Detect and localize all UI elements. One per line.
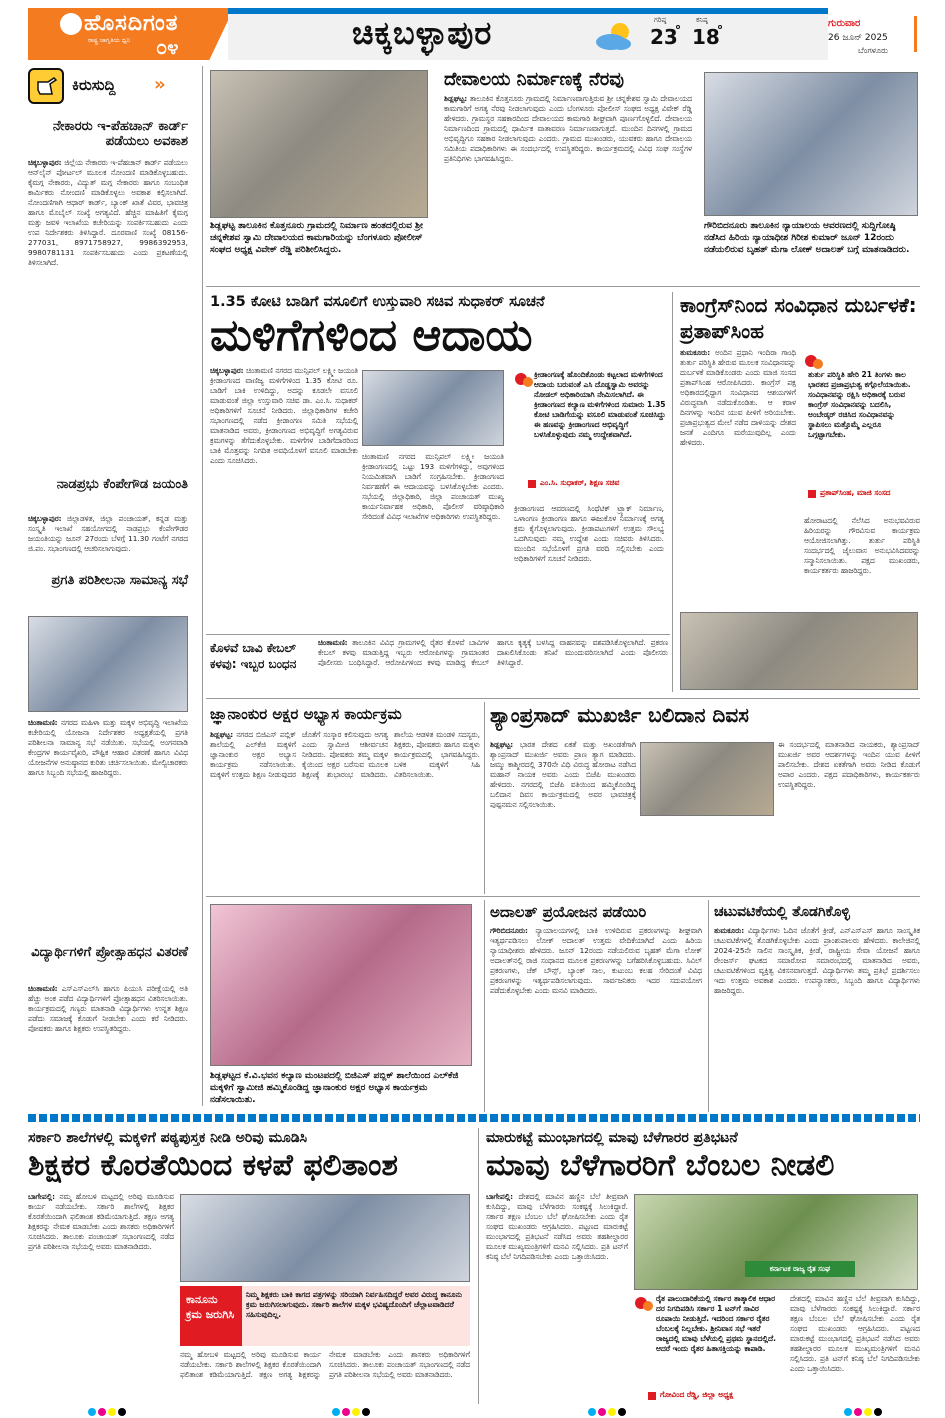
mango-quote-bar xyxy=(648,1392,656,1400)
column-divider xyxy=(484,900,485,1112)
masthead-date: 26 ಜೂನ್ 2025 xyxy=(828,33,888,43)
dateline: ಚಿಂತಾಮಣಿ: xyxy=(28,984,58,993)
article-text: ಭಾರತ ದೇಶದ ಏಕತೆ ಮತ್ತು ಅಖಂಡತೆಗಾಗಿ ಶ್ಯಾಂಪ್ರಸಾದ್ ಮುಖರ್ಜಿ ಅವರು ಪ್ರಾಣ ತ್ಯಾಗ ಮಾಡಿದರು. ಜಮ್ಮು ಕಾಶ್ಮೀರದಲ್ಲಿ 370ನೇ ವಿಧಿ ವಿರುದ್ಧ ಹೋರಾಟ ನಡೆಸಿದ ಮಹಾನ್ ನಾಯಕ ಅವರು ಎಂದು ಬಿಜೆಪಿ ಮುಖಂಡರು ಹೇಳಿದರು. ನಗರದಲ್ಲಿ ಬಿಜೆಪಿ ವತಿಯಿಂದ ಹಮ್ಮಿಕೊಂಡಿದ್ದ ಬಲಿದಾನ ದಿವಸ ಕಾರ್ಯಕ್ರಮದಲ್ಲಿ ಅವರ ಭಾವಚಿತ್ರಕ್ಕೆ ಪುಷ್ಪನಮನ ಸಲ್ಲಿಸಲಾಯಿತು. xyxy=(490,740,636,809)
masthead-right-rule xyxy=(914,16,917,52)
article-text: ಎಸ್‌ಎಸ್‌ಎಲ್‌ಸಿ ಹಾಗೂ ಪಿಯುಸಿ ಪರೀಕ್ಷೆಯಲ್ಲಿ ಅತಿ ಹೆಚ್ಚು ಅಂಕ ಪಡೆದ ವಿದ್ಯಾರ್ಥಿಗಳಿಗೆ ಪ್ರೋತ್ಸಾಹಧನ ವಿತರಿಸಲಾಯಿತು. ಕಾರ್ಯಕ್ರಮದಲ್ಲಿ ಗಣ್ಯರು ಮಾತನಾಡಿ ವಿದ್ಯಾರ್ಥಿಗಳು ಉನ್ನತ ಶಿಕ್ಷಣ ಪಡೆದು ಸಮಾಜಕ್ಕೆ ಕೊಡುಗೆ ನೀಡಬೇಕು ಎಂದು ಕರೆ ನೀಡಿದರು. ಪೋಷಕರು ಹಾಗೂ ಶಿಕ್ಷಕರು ಉಪಸ್ಥಿತರಿದ್ದರು. xyxy=(28,984,188,1033)
article-text: ನ್ಯಾಯಾಲಯಗಳಲ್ಲಿ ಬಾಕಿ ಉಳಿದಿರುವ ಪ್ರಕರಣಗಳನ್ನು ಶೀಘ್ರವಾಗಿ ಇತ್ಯರ್ಥಪಡಿಸಲು ಲೋಕ್ ಅದಾಲತ್ ಉತ್ತಮ ವೇದಿಕೆಯಾಗಿದೆ ಎಂದು ಹಿರಿಯ ನ್ಯಾಯಾಧೀಶರು ಹೇಳಿದರು. ಜೂನ್ 12ರಂದು ನಡೆಯಲಿರುವ ಬೃಹತ್ ಮೆಗಾ ಲೋಕ್ ಅದಾಲತ್‌ನಲ್ಲಿ ರಾಜಿ ಸಂಧಾನದ ಮೂಲಕ ಪ್ರಕರಣಗಳನ್ನು ಬಗೆಹರಿಸಿಕೊಳ್ಳಬಹುದು. ಸಿವಿಲ್ ಪ್ರಕರಣಗಳು, ಚೆಕ್ ಬೌನ್ಸ್, ಬ್ಯಾಂಕ್ ಸಾಲ, ಕುಟುಂಬ ಕಲಹ ಸೇರಿದಂತೆ ವಿವಿಧ ಪ್ರಕರಣಗಳನ್ನು ಇತ್ಯರ್ಥಪಡಿಸಲಾಗುವುದು. ಸಾರ್ವಜನಿಕರು ಇದರ ಸದುಪಯೋಗ ಪಡೆದುಕೊಳ್ಳಬೇಕು ಎಂದು ಮನವಿ ಮಾಡಿದರು. xyxy=(490,926,702,995)
borewell-headline: ಕೊಳವೆ ಬಾವಿ ಕೇಬಲ್ ಕಳವು: ಇಬ್ಬರ ಬಂಧನ xyxy=(210,641,297,671)
color-registration-marks xyxy=(88,1408,128,1416)
article-text: ಚಿಂತಾಮಣಿ ನಗರದ ಮುನ್ಸಿಪಲ್ ಲಕ್ಷ್ಮೀ ಜಯಂತಿ ಕ್ರೀಡಾಂಗಣದ ವಾಣಿಜ್ಯ ಮಳಿಗೆಗಳಿಂದ 1.35 ಕೋಟಿ ರೂ. ಬಾಡಿಗೆ ಬಾಕಿ ಉಳಿದಿದ್ದು, ಅದನ್ನು ಕೂಡಲೇ ವಸೂಲಿ ಮಾಡುವಂತೆ ಜಿಲ್ಲಾ ಉಸ್ತುವಾರಿ ಸಚಿವ ಡಾ. ಎಂ.ಸಿ. ಸುಧಾಕರ್ ಅಧಿಕಾರಿಗಳಿಗೆ ಸೂಚನೆ ನೀಡಿದರು. ಜಿಲ್ಲಾಧಿಕಾರಿಗಳ ಕಚೇರಿ ಸಭಾಂಗಣದಲ್ಲಿ ನಡೆದ ಕ್ರೀಡಾಂಗಣ ಸಮಿತಿ ಸಭೆಯಲ್ಲಿ ಮಾತನಾಡಿದ ಅವರು, ಕ್ರೀಡಾಂಗಣದ ಅಭಿವೃದ್ಧಿಗೆ ಅಗತ್ಯವಿರುವ ಕ್ರಮಗಳನ್ನು ತೆಗೆದುಕೊಳ್ಳಬೇಕು. ಮಳಿಗೆಗಳ ಬಾಡಿಗೆದಾರರಿಂದ ಬಾಕಿ ಮೊತ್ತವನ್ನು ನಿಗದಿತ ಅವಧಿಯೊಳಗೆ ವಸೂಲಿ ಮಾಡಬೇಕು ಎಂದು ಸೂಚಿಸಿದರು. xyxy=(210,366,358,465)
activities-body xyxy=(714,926,920,1106)
congress-body xyxy=(680,348,796,608)
dateline: ಶಿಡ್ಲಘಟ್ಟ: xyxy=(210,730,234,739)
kiru-story-3-photo xyxy=(28,616,188,712)
borewell-body xyxy=(318,638,668,694)
article-text: ಜಿಲ್ಲಾಡಳಿತ, ಜಿಲ್ಲಾ ಪಂಚಾಯತ್, ಕನ್ನಡ ಮತ್ತು ಸಂಸ್ಕೃತಿ ಇಲಾಖೆ ಸಹಯೋಗದಲ್ಲಿ ನಾಡಪ್ರಭು ಕೆಂಪೇಗೌಡರ ಜಯಂತಿಯನ್ನು ಜೂನ್ 27ರಂದು ಬೆಳಗ್ಗೆ 11.30 ಗಂಟೆಗೆ ನಗರದ ಜಿ.ಪಂ. ಸಭಾಂಗಣದಲ್ಲಿ ಆಚರಿಸಲಾಗುವುದು. xyxy=(28,514,188,553)
kiru-story-3-title: ಪ್ರಗತಿ ಪರಿಶೀಲನಾ ಸಾಮಾನ್ಯ ಸಭೆ xyxy=(51,573,188,588)
masthead-day: ಗುರುವಾರ xyxy=(828,18,861,29)
activities-headline: ಚಟುವಟಿಕೆಯಲ್ಲಿ ತೊಡಗಿಕೊಳ್ಳಿ xyxy=(714,904,850,920)
column-divider xyxy=(202,66,203,1106)
section-divider xyxy=(206,286,920,287)
article-text: ನಮ್ಮ ಹೋಬಳಿ ಮಟ್ಟದಲ್ಲಿ ಅರಿವು ಮೂಡಿಸುವ ಕಾರ್ಯ ನಡೆಯಬೇಕು. ಸರ್ಕಾರಿ ಶಾಲೆಗಳಲ್ಲಿ ಶಿಕ್ಷಕರ ಕೊರತೆಯಿಂದಾಗಿ ಫಲಿತಾಂಶ ಕಡಿಮೆಯಾಗುತ್ತಿದೆ. ತಕ್ಷಣ ಅಗತ್ಯ ಶಿಕ್ಷಕರನ್ನು ನೇಮಕ ಮಾಡಬೇಕು ಎಂದು ಶಾಸಕರು ಅಧಿಕಾರಿಗಳಿಗೆ ಸೂಚಿಸಿದರು. ತಾಲೂಕು ಪಂಚಾಯತ್ ಸಭಾಂಗಣದಲ್ಲಿ ನಡೆದ ಪ್ರಗತಿ ಪರಿಶೀಲನಾ ಸಭೆಯಲ್ಲಿ ಅವರು ಮಾತನಾಡಿದರು. xyxy=(28,1192,174,1251)
mango-quote-box xyxy=(634,1294,784,1402)
quote-mark-icon xyxy=(804,352,824,372)
lead-story-body-col1 xyxy=(210,366,358,632)
color-registration-marks xyxy=(844,1408,884,1416)
dateline: ಚಿಕ್ಕಬಳ್ಳಾಪುರ: xyxy=(28,158,62,167)
school-kicker: ಸರ್ಕಾರಿ ಶಾಲೆಗಳಲ್ಲಿ ಮಕ್ಕಳಿಗೆ ಪಠ್ಯಪುಸ್ತಕ ನೀಡಿ ಅರಿವು ಮೂಡಿಸಿ xyxy=(28,1130,308,1146)
dateline: ಚಿಕ್ಕಬಳ್ಳಾಪುರ: xyxy=(28,514,62,523)
article-text: ನಗರದ ಬಿಜಿಎಸ್ ಪಬ್ಲಿಕ್ ಶಾಲೆಯಲ್ಲಿ ಎಲ್‌ಕೆಜಿ ಮಕ್ಕಳಿಗೆ ಜ್ಞಾನಾಂಕುರ ಅಕ್ಷರ ಅಭ್ಯಾಸ ಕಾರ್ಯಕ್ರಮ ನಡೆಸಲಾಯಿತು. ಮಕ್ಕಳಿಗೆ ಉತ್ತಮ ಶಿಕ್ಷಣ ನೀಡುವುದರ ಜೊತೆಗೆ ಸಂಸ್ಕಾರ ಕಲಿಸುವುದು ಅಗತ್ಯ ಎಂದು ಸ್ವಾಮೀಜಿ ಆಶೀರ್ವಚನ ನೀಡಿದರು. ಪೋಷಕರು ತಮ್ಮ ಮಕ್ಕಳ ಕೈಯಿಂದ ಅಕ್ಷರ ಬರೆಸುವ ಮೂಲಕ ಶಿಕ್ಷಣಕ್ಕೆ ಶುಭಾರಂಭ ಮಾಡಿದರು. ಶಾಲೆಯ ಆಡಳಿತ ಮಂಡಳಿ ಸದಸ್ಯರು, ಶಿಕ್ಷಕರು, ಪೋಷಕರು ಹಾಗೂ ಮಕ್ಕಳು ಕಾರ್ಯಕ್ರಮದಲ್ಲಿ ಭಾಗವಹಿಸಿದ್ದರು. ಬಳಿಕ ಮಕ್ಕಳಿಗೆ ಸಿಹಿ ವಿತರಿಸಲಾಯಿತು. xyxy=(210,730,480,779)
kiru-suddi-column xyxy=(28,66,198,1106)
protest-banner: ಕರ್ನಾಟಕ ರಾಜ್ಯ ರೈತ ಸಂಘ xyxy=(745,1261,855,1277)
mango-kicker: ಮಾರುಕಟ್ಟೆ ಮುಂಭಾಗದಲ್ಲಿ ಮಾವು ಬೆಳೆಗಾರರ ಪ್ರತಿಭಟನೆ xyxy=(486,1130,738,1146)
dateline: ಶಿಡ್ಲಘಟ್ಟ: xyxy=(444,94,468,103)
adalat-body xyxy=(490,926,702,1106)
kiru-suddi-chevrons: » xyxy=(154,74,166,95)
masthead-logo-emblem xyxy=(60,13,82,35)
section-title: ಚಿಕ್ಕಬಳ್ಳಾಪುರ xyxy=(352,14,493,52)
jnananakura-event-photo xyxy=(210,904,472,1066)
temple-visit-photo xyxy=(210,70,428,218)
section-divider xyxy=(206,896,920,897)
school-meeting-photo xyxy=(180,1194,470,1282)
school-headline: ಶಿಕ್ಷಕರ ಕೊರತೆಯಿಂದ ಕಳಪೆ ಫಲಿತಾಂಶ xyxy=(28,1148,398,1183)
lead-meeting-photo xyxy=(362,370,504,446)
jnananakura-body xyxy=(210,730,480,892)
article-text: ಅಂದಿನ ಪ್ರಧಾನಿ ಇಂದಿರಾ ಗಾಂಧಿ ತುರ್ತು ಪರಿಸ್ಥಿತಿ ಹೇರುವ ಮೂಲಕ ಸಂವಿಧಾನವನ್ನು ದುರ್ಬಳಕೆ ಮಾಡಿಕೊಂಡರು ಎಂದು ಮಾಜಿ ಸಂಸದ ಪ್ರತಾಪ್‌ಸಿಂಹ ಆರೋಪಿಸಿದರು. ಕಾಂಗ್ರೆಸ್ ಪಕ್ಷ ಅಧಿಕಾರದಲ್ಲಿದ್ದಾಗ ಸಂವಿಧಾನದ ಆಶಯಗಳಿಗೆ ವಿರುದ್ಧವಾಗಿ ನಡೆದುಕೊಂಡಿತು. ಆ ಕರಾಳ ದಿನಗಳನ್ನು ಇಂದಿನ ಯುವ ಪೀಳಿಗೆ ಅರಿಯಬೇಕು. ಪ್ರಜಾಪ್ರಭುತ್ವದ ಮೇಲೆ ನಡೆದ ದಾಳಿಯನ್ನು ದೇಶದ ಜನತೆ ಎಂದಿಗೂ ಮರೆಯುವುದಿಲ್ಲ ಎಂದು ಹೇಳಿದರು. xyxy=(680,348,796,447)
mango-body-col1 xyxy=(486,1192,628,1402)
lead-story-headline: ಮಳಿಗೆಗಳಿಂದ ಆದಾಯ xyxy=(210,310,533,361)
article-text: ದೇಶದಲ್ಲಿ ಮಾವಿನ ಹಣ್ಣಿನ ಬೆಲೆ ತೀವ್ರವಾಗಿ ಕುಸಿದಿದ್ದು, ಮಾವು ಬೆಳೆಗಾರರು ಸಂಕಷ್ಟಕ್ಕೆ ಸಿಲುಕಿದ್ದಾರೆ. ಸರ್ಕಾರ ತಕ್ಷಣ ಬೆಂಬಲ ಬೆಲೆ ಘೋಷಿಸಬೇಕು ಎಂದು ರೈತ ಸಂಘದ ಮುಖಂಡರು ಆಗ್ರಹಿಸಿದರು. ಪಟ್ಟಣದ ಮಾರುಕಟ್ಟೆ ಮುಂಭಾಗದಲ್ಲಿ ಪ್ರತಿಭಟನೆ ನಡೆಸಿದ ಅವರು ತಹಶೀಲ್ದಾರರ ಮೂಲಕ ಮುಖ್ಯಮಂತ್ರಿಗಳಿಗೆ ಮನವಿ ಸಲ್ಲಿಸಿದರು. ಪ್ರತಿ ಟನ್‌ಗೆ ಕನಿಷ್ಠ ಬೆಲೆ ನಿಗದಿಪಡಿಸಬೇಕು ಎಂದು ಒತ್ತಾಯಿಸಿದರು. xyxy=(790,1294,920,1373)
congress-headline: ಕಾಂಗ್ರೆಸ್‌ನಿಂದ ಸಂವಿಧಾನ ದುರ್ಬಳಕೆ: ಪ್ರತಾಪ್‌ಸಿಂಹ xyxy=(680,293,917,343)
congress-quote-box xyxy=(804,352,920,512)
color-registration-marks xyxy=(588,1408,628,1416)
school-body-col1 xyxy=(28,1192,174,1402)
mango-protest-photo xyxy=(634,1194,918,1290)
quote-mark-icon xyxy=(514,370,534,390)
dateline: ಶಿಡ್ಲಘಟ್ಟ: xyxy=(490,740,514,749)
congress-quote-bar xyxy=(808,490,816,498)
shyam-prasad-body-1 xyxy=(490,740,636,892)
masthead-logo-tagline: ರಾಷ್ಟ್ರ ಜಾಗೃತಿಯ ಧ್ವನಿ xyxy=(88,37,131,44)
congress-event-photo xyxy=(680,612,918,690)
dateline: ತುಮಕೂರು: xyxy=(714,926,745,935)
quote-mark-icon xyxy=(634,1294,654,1314)
dateline: ಚಿಂತಾಮಣಿ: xyxy=(318,638,348,647)
shyam-prasad-body-2 xyxy=(778,740,920,892)
kanoonu-label: ಕಾನೂನು ಕ್ರಮ ಜರುಗಿಸಿ xyxy=(180,1286,242,1346)
lead-quote-bar xyxy=(528,480,536,488)
hand-point-icon xyxy=(28,68,64,104)
dateline: ಗೌರಿಬಿದನೂರು: xyxy=(490,926,528,935)
lead-story-kicker: 1.35 ಕೋಟಿ ಬಾಡಿಗೆ ವಸೂಲಿಗೆ ಉಸ್ತುವಾರಿ ಸಚಿವ ಸುಧಾಕರ್ ಸೂಚನೆ xyxy=(210,294,545,310)
article-text: ಹೋರಾಟದಲ್ಲಿ ನೆಲೆಸಿದ ಅನುಭವವಿರುವ ಹಿರಿಯರನ್ನು ಗೌರವಿಸುವ ಕಾರ್ಯಕ್ರಮ ಆಯೋಜಿಸಲಾಗಿತ್ತು. ತುರ್ತು ಪರಿಸ್ಥಿತಿ ಸಂದರ್ಭದಲ್ಲಿ ಜೈಲುವಾಸ ಅನುಭವಿಸಿದವರನ್ನು ಸನ್ಮಾನಿಸಲಾಯಿತು. ಪಕ್ಷದ ಮುಖಂಡರು, ಕಾರ್ಯಕರ್ತರು ಹಾಜರಿದ್ದರು. xyxy=(804,516,920,575)
shyam-prasad-photo xyxy=(640,742,774,816)
kiru-story-1-title: ನೇಕಾರರು ಇ-ಪೆಹಚಾನ್ ಕಾರ್ಡ್ ಪಡೆಯಲು ಅವಕಾಶ xyxy=(52,119,188,149)
school-body-col2 xyxy=(180,1350,470,1402)
kiru-story-4-title: ವಿದ್ಯಾರ್ಥಿಗಳಿಗೆ ಪ್ರೋತ್ಸಾಹಧನ ವಿತರಣೆ xyxy=(31,945,188,960)
lead-quote-byline: ಎಂ.ಸಿ. ಸುಧಾಕರ್, ಶಿಕ್ಷಣ ಸಚಿವ xyxy=(540,478,620,487)
kiru-suddi-banner xyxy=(28,66,188,106)
kiru-story-3-body xyxy=(28,718,188,938)
column-divider xyxy=(478,1128,479,1404)
temple-visit-caption: ಶಿಡ್ಲಘಟ್ಟ ತಾಲೂಕಿನ ಕೊತ್ತನೂರು ಗ್ರಾಮದಲ್ಲಿ ನಿರ್ಮಾಣ ಹಂತದಲ್ಲಿರುವ ಶ್ರೀ ಚನ್ನಕೇಶವ ಸ್ವಾಮಿ ದೇವಾಲಯದ ಕಾಮಗಾರಿಯನ್ನು ಬೆಂಗಳೂರು ಪೋಲೀಸ್ ಸಂಘದ ಅಧ್ಯಕ್ಷ ವಿವೇಕ್ ರೆಡ್ಡಿ ಪರಿಶೀಲಿಸಿದ್ದರು. xyxy=(210,221,423,255)
partly-cloudy-icon xyxy=(594,20,636,52)
court-press-meet-caption: ಗೌರಿಬಿದನೂರು ತಾಲೂಕಿನ ನ್ಯಾಯಾಲಯ ಆವರಣದಲ್ಲಿ ಸುದ್ದಿಗೋಷ್ಠಿ ನಡೆಸಿದ ಹಿರಿಯ ನ್ಯಾಯಾಧೀಶ ಗಿರೀಶ ಕುಮಾರ್ ಜೂನ್ 12ರಂದು ನಡೆಯಲಿರುವ ಬೃಹತ್ ಮೆಗಾ ಲೋಕ್ ಅದಾಲತ್ ಬಗ್ಗೆ ಮಾತನಾಡಿದರು. xyxy=(704,221,910,255)
article-text: ದೇಶದಲ್ಲಿ ಮಾವಿನ ಹಣ್ಣಿನ ಬೆಲೆ ತೀವ್ರವಾಗಿ ಕುಸಿದಿದ್ದು, ಮಾವು ಬೆಳೆಗಾರರು ಸಂಕಷ್ಟಕ್ಕೆ ಸಿಲುಕಿದ್ದಾರೆ. ಸರ್ಕಾರ ತಕ್ಷಣ ಬೆಂಬಲ ಬೆಲೆ ಘೋಷಿಸಬೇಕು ಎಂದು ರೈತ ಸಂಘದ ಮುಖಂಡರು ಆಗ್ರಹಿಸಿದರು. ಪಟ್ಟಣದ ಮಾರುಕಟ್ಟೆ ಮುಂಭಾಗದಲ್ಲಿ ಪ್ರತಿಭಟನೆ ನಡೆಸಿದ ಅವರು ತಹಶೀಲ್ದಾರರ ಮೂಲಕ ಮುಖ್ಯಮಂತ್ರಿಗಳಿಗೆ ಮನವಿ ಸಲ್ಲಿಸಿದರು. ಪ್ರತಿ ಟನ್‌ಗೆ ಕನಿಷ್ಠ ಬೆಲೆ ನಿಗದಿಪಡಿಸಬೇಕು ಎಂದು ಒತ್ತಾಯಿಸಿದರು. xyxy=(486,1192,628,1261)
footer-divider-bar xyxy=(28,1114,920,1122)
masthead-logo-text: ಹೊಸದಿಗಂತ xyxy=(84,11,179,36)
article-text: ಕ್ರೀಡಾಂಗಣದ ಆವರಣದಲ್ಲಿ ಸಿಂಥೆಟಿಕ್ ಟ್ರ್ಯಾಕ್ ನಿರ್ಮಾಣ, ಒಳಾಂಗಣ ಕ್ರೀಡಾಂಗಣ ಹಾಗೂ ಈಜುಕೊಳ ನಿರ್ಮಾಣಕ್ಕೆ ಅಗತ್ಯ ಕ್ರಮ ಕೈಗೊಳ್ಳಲಾಗುವುದು. ಕ್ರೀಡಾಪಟುಗಳಿಗೆ ಉತ್ತಮ ಸೌಲಭ್ಯ ಒದಗಿಸುವುದು ನಮ್ಮ ಉದ್ದೇಶ ಎಂದು ಸಚಿವರು ತಿಳಿಸಿದರು. ಮುಂದಿನ ಸಭೆಯೊಳಗೆ ಪ್ರಗತಿ ವರದಿ ಸಲ್ಲಿಸಬೇಕು ಎಂದು ಅಧಿಕಾರಿಗಳಿಗೆ ಸೂಚನೆ ನೀಡಿದರು. xyxy=(514,504,664,563)
jnananakura-headline: ಜ್ಞಾನಾಂಕುರ ಅಕ್ಷರ ಅಭ್ಯಾಸ ಕಾರ್ಯಕ್ರಮ xyxy=(210,705,402,723)
article-text: ನಗರದ ಮಹಿಳಾ ಮತ್ತು ಮಕ್ಕಳ ಅಭಿವೃದ್ಧಿ ಇಲಾಖೆಯ ಕಚೇರಿಯಲ್ಲಿ ಯೋಜನಾ ನಿರ್ದೇಶಕರ ಅಧ್ಯಕ್ಷತೆಯಲ್ಲಿ ಪ್ರಗತಿ ಪರಿಶೀಲನಾ ಸಾಮಾನ್ಯ ಸಭೆ ನಡೆಯಿತು. ಸಭೆಯಲ್ಲಿ ಅಂಗನವಾಡಿ ಕೇಂದ್ರಗಳ ಕಾರ್ಯವೈಖರಿ, ಪೌಷ್ಟಿಕ ಆಹಾರ ವಿತರಣೆ ಹಾಗೂ ವಿವಿಧ ಯೋಜನೆಗಳ ಅನುಷ್ಠಾನದ ಕುರಿತು ಚರ್ಚಿಸಲಾಯಿತು. ಮೇಲ್ವಿಚಾರಕರು ಹಾಗೂ ಸಿಬ್ಬಂದಿ ಸಭೆಯಲ್ಲಿ ಹಾಜರಿದ್ದರು. xyxy=(28,718,188,777)
kiru-suddi-label: ಕಿರುಸುದ್ದಿ xyxy=(72,76,116,94)
congress-quote-byline: ಪ್ರತಾಪ್‌ಸಿಂಹ, ಮಾಜಿ ಸಂಸದ xyxy=(820,488,891,497)
article-text: ಜಿಲ್ಲೆಯ ನೇಕಾರರು ಇ-ಪೆಹಚಾನ್ ಕಾರ್ಡ್ ಪಡೆಯಲು ಆನ್‌ಲೈನ್ ಪೋರ್ಟಲ್ ಮೂಲಕ ನೋಂದಣಿ ಮಾಡಿಕೊಳ್ಳಬಹುದು. ಕೈಮಗ್ಗ ನೇಕಾರರು, ವಿದ್ಯುತ್ ಮಗ್ಗ ನೇಕಾರರು ಹಾಗೂ ಸಂಬಂಧಿತ ಕಾರ್ಮಿಕರು ನೋಂದಣಿ ಮಾಡಿಕೊಳ್ಳಲು ಅವಕಾಶ ಕಲ್ಪಿಸಲಾಗಿದೆ. ನೋಂದಣಿಗಾಗಿ ಆಧಾರ್ ಕಾರ್ಡ್, ಬ್ಯಾಂಕ್ ಖಾತೆ ವಿವರ, ಭಾವಚಿತ್ರ ಹಾಗೂ ಮೊಬೈಲ್ ಸಂಖ್ಯೆ ಅಗತ್ಯವಿದೆ. ಹೆಚ್ಚಿನ ಮಾಹಿತಿಗೆ ಕೈಮಗ್ಗ ಮತ್ತು ಜವಳಿ ಇಲಾಖೆಯ ಕಚೇರಿಯನ್ನು ಸಂಪರ್ಕಿಸಬಹುದು ಎಂದು ಉಪ ನಿರ್ದೇಶಕರು ತಿಳಿಸಿದ್ದಾರೆ. ದೂರವಾಣಿ ಸಂಖ್ಯೆ 08156-277031, 8971758927, 9986392953, 9980781131 ಸಂಪರ್ಕಿಸಬಹುದು ಎಂದು ಪ್ರಕಟಣೆಯಲ್ಲಿ ತಿಳಿಸಲಾಗಿದೆ. xyxy=(28,158,188,267)
kanoonu-text: ನಿಮ್ಮ ಶಿಕ್ಷಕರು ಬಾಕಿ ಕಾಗದ ಪತ್ರಗಳನ್ನು ಸರಿಯಾಗಿ ನಿರ್ವಹಿಸದಿದ್ದರೆ ಅವರ ವಿರುದ್ಧ ಕಾನೂನು ಕ್ರಮ ಜರುಗಿಸಲಾಗುವುದು. ಸರ್ಕಾರಿ ಶಾಲೆಗಳ ಮಕ್ಕಳ ಭವಿಷ್ಯದೊಂದಿಗೆ ಚೆಲ್ಲಾಟವಾಡಿದರೆ ಸಹಿಸುವುದಿಲ್ಲ. xyxy=(246,1290,462,1319)
column-divider xyxy=(484,702,485,894)
temple-headline: ದೇವಾಲಯ ನಿರ್ಮಾಣಕ್ಕೆ ನೆರವು xyxy=(444,69,624,90)
article-text: ವಿದ್ಯಾರ್ಥಿಗಳು ಓದಿನ ಜೊತೆಗೆ ಕ್ರೀಡೆ, ಎನ್‌ಎಸ್‌ಎಸ್ ಹಾಗೂ ಸಾಂಸ್ಕೃತಿಕ ಚಟುವಟಿಕೆಗಳಲ್ಲಿ ತೊಡಗಿಕೊಳ್ಳಬೇಕು ಎಂದು ಪ್ರಾಂಶುಪಾಲರು ಹೇಳಿದರು. ಕಾಲೇಜಿನಲ್ಲಿ 2024-25ನೇ ಸಾಲಿನ ಸಾಂಸ್ಕೃತಿಕ, ಕ್ರೀಡೆ, ರಾಷ್ಟ್ರೀಯ ಸೇವಾ ಯೋಜನೆ ಹಾಗೂ ರೇಂಜರ್ಸ್ ಘಟಕದ ಸಮಾರೋಪ ಸಮಾರಂಭದಲ್ಲಿ ಮಾತನಾಡಿದ ಅವರು, ಚಟುವಟಿಕೆಗಳಿಂದ ವ್ಯಕ್ತಿತ್ವ ವಿಕಸನವಾಗುತ್ತದೆ. ವಿದ್ಯಾರ್ಥಿಗಳು ತಮ್ಮ ಪ್ರತಿಭೆ ಪ್ರದರ್ಶಿಸಲು ಇದು ಉತ್ತಮ ಅವಕಾಶ ಎಂದರು. ಉಪನ್ಯಾಸಕರು, ಸಿಬ್ಬಂದಿ ಹಾಗೂ ವಿದ್ಯಾರ್ಥಿಗಳು ಹಾಜರಿದ್ದರು. xyxy=(714,926,920,995)
shyam-prasad-headline: ಶ್ಯಾಂಪ್ರಸಾದ್ ಮುಖರ್ಜಿ ಬಲಿದಾನ ದಿವಸ xyxy=(490,703,749,727)
lead-story-body-col2 xyxy=(362,452,504,632)
mango-headline: ಮಾವು ಬೆಳೆಗಾರರಿಗೆ ಬೆಂಬಲ ನೀಡಲಿ xyxy=(486,1148,835,1183)
court-press-meet-photo xyxy=(704,72,918,216)
dateline: ಬಾಗೇಪಲ್ಲಿ: xyxy=(486,1192,514,1201)
congress-quote-text: ತುರ್ತು ಪರಿಸ್ಥಿತಿ ಹೇರಿ 21 ತಿಂಗಳು ಕಾಲ ಭಾರತದ ಪ್ರಜಾಪ್ರಭುತ್ವ ಕಗ್ಗೊಲೆಯಾಯಿತು. ಸಂವಿಧಾನವನ್ನು ರಕ್ಷಿಸಿ ಅಧಿಕಾರಕ್ಕೆ ಬರುವ ಕಾಂಗ್ರೆಸ್ ಸಂವಿಧಾನವನ್ನು ಬದಲಿಸಿ, ಅಂಬೇಡ್ಕರ್ ರಚಿಸಿದ ಸಂವಿಧಾನವನ್ನು ಸ್ಥಾಪಿಸಲು ಮತ್ತೊಮ್ಮೆ ಎಲ್ಲರೂ ಒಗ್ಗಟ್ಟಾಗಬೇಕು. xyxy=(808,370,911,439)
column-divider xyxy=(672,292,673,692)
temp-min-label: ಕನಿಷ್ಠ xyxy=(696,16,708,24)
color-registration-marks xyxy=(332,1408,372,1416)
mango-body-col2 xyxy=(790,1294,920,1402)
article-text: ಚಿಂತಾಮಣಿ ನಗರದ ಮುನ್ಸಿಪಲ್ ಲಕ್ಷ್ಮೀ ಜಯಂತಿ ಕ್ರೀಡಾಂಗಣದಲ್ಲಿ ಒಟ್ಟು 193 ಮಳಿಗೆಗಳಿದ್ದು, ಅವುಗಳಿಂದ ನಿಯಮಿತವಾಗಿ ಬಾಡಿಗೆ ಸಂಗ್ರಹಿಸಬೇಕು. ಕ್ರೀಡಾಂಗಣದ ನಿರ್ವಹಣೆಗೆ ಈ ಆದಾಯವನ್ನು ಬಳಸಿಕೊಳ್ಳಬೇಕು ಎಂದರು. ಸಭೆಯಲ್ಲಿ ಜಿಲ್ಲಾಧಿಕಾರಿ, ಜಿಲ್ಲಾ ಪಂಚಾಯತ್ ಮುಖ್ಯ ಕಾರ್ಯನಿರ್ವಾಹಕ ಅಧಿಕಾರಿ, ಪೊಲೀಸ್ ವರಿಷ್ಠಾಧಿಕಾರಿ ಸೇರಿದಂತೆ ವಿವಿಧ ಇಲಾಖೆಗಳ ಅಧಿಕಾರಿಗಳು ಉಪಸ್ಥಿತರಿದ್ದರು. xyxy=(362,452,504,521)
article-text: ಈ ಸಂದರ್ಭದಲ್ಲಿ ಮಾತನಾಡಿದ ನಾಯಕರು, ಶ್ಯಾಂಪ್ರಸಾದ್ ಮುಖರ್ಜಿ ಅವರ ಆದರ್ಶಗಳನ್ನು ಇಂದಿನ ಯುವ ಪೀಳಿಗೆ ಪಾಲಿಸಬೇಕು. ದೇಶದ ಏಕತೆಗಾಗಿ ಅವರು ನೀಡಿದ ಕೊಡುಗೆ ಅಪಾರ ಎಂದರು. ಪಕ್ಷದ ಪದಾಧಿಕಾರಿಗಳು, ಕಾರ್ಯಕರ್ತರು ಉಪಸ್ಥಿತರಿದ್ದರು. xyxy=(778,740,920,789)
masthead-city: ಬೆಂಗಳೂರು xyxy=(858,46,888,55)
degree-mark xyxy=(718,25,722,29)
mango-quote-byline: ಗೋವಿಂದ ರೆಡ್ಡಿ, ಜಿಲ್ಲಾ ಅಧ್ಯಕ್ಷ xyxy=(660,1390,734,1399)
lead-quote-box xyxy=(514,370,664,500)
section-divider xyxy=(206,698,920,699)
section-divider xyxy=(206,634,670,635)
temp-max-label: ಗರಿಷ್ಠ xyxy=(654,16,667,24)
masthead xyxy=(28,8,918,60)
temp-min-value: 18 xyxy=(692,25,720,49)
article-text: ನಮ್ಮ ಹೋಬಳಿ ಮಟ್ಟದಲ್ಲಿ ಅರಿವು ಮೂಡಿಸುವ ಕಾರ್ಯ ನಡೆಯಬೇಕು. ಸರ್ಕಾರಿ ಶಾಲೆಗಳಲ್ಲಿ ಶಿಕ್ಷಕರ ಕೊರತೆಯಿಂದಾಗಿ ಫಲಿತಾಂಶ ಕಡಿಮೆಯಾಗುತ್ತಿದೆ. ತಕ್ಷಣ ಅಗತ್ಯ ಶಿಕ್ಷಕರನ್ನು ನೇಮಕ ಮಾಡಬೇಕು ಎಂದು ಶಾಸಕರು ಅಧಿಕಾರಿಗಳಿಗೆ ಸೂಚಿಸಿದರು. ತಾಲೂಕು ಪಂಚಾಯತ್ ಸಭಾಂಗಣದಲ್ಲಿ ನಡೆದ ಪ್ರಗತಿ ಪರಿಶೀಲನಾ ಸಭೆಯಲ್ಲಿ ಅವರು ಮಾತನಾಡಿದರು. xyxy=(180,1350,470,1379)
kiru-story-1-body xyxy=(28,158,188,470)
degree-mark xyxy=(676,25,680,29)
dateline: ಬಾಗೇಪಲ್ಲಿ: xyxy=(28,1192,56,1201)
temp-max-value: 23 xyxy=(650,25,678,49)
page-number: ೦೪ xyxy=(156,35,179,59)
lead-story-body-col3 xyxy=(514,504,664,632)
masthead-section-bg xyxy=(228,14,828,60)
temple-article-body xyxy=(444,94,692,282)
kanoonu-box xyxy=(180,1286,470,1346)
adalat-headline: ಅದಾಲತ್ ಪ್ರಯೋಜನ ಪಡೆಯಿರಿ xyxy=(490,903,647,921)
kiru-story-2-body xyxy=(28,514,188,566)
dateline: ಚಿಂತಾಮಣಿ: xyxy=(28,718,58,727)
article-text: ತಾಲೂಕಿನ ವಿವಿಧ ಗ್ರಾಮಗಳಲ್ಲಿ ರೈತರ ಕೊಳವೆ ಬಾವಿಗಳ ಕೇಬಲ್ ಕಳವು ಮಾಡುತ್ತಿದ್ದ ಇಬ್ಬರು ಆರೋಪಿಗಳನ್ನು ಗ್ರಾಮಾಂತರ ಪೊಲೀಸರು ಬಂಧಿಸಿದ್ದಾರೆ. ಆರೋಪಿಗಳಿಂದ ಕಳವು ಮಾಡಿದ್ದ ಕೇಬಲ್ ಹಾಗೂ ಕೃತ್ಯಕ್ಕೆ ಬಳಸಿದ್ದ ವಾಹನವನ್ನು ವಶಪಡಿಸಿಕೊಳ್ಳಲಾಗಿದೆ. ಪ್ರಕರಣ ದಾಖಲಿಸಿಕೊಂಡು ತನಿಖೆ ಮುಂದುವರಿಸಲಾಗಿದೆ ಎಂದು ಪೊಲೀಸರು ತಿಳಿಸಿದ್ದಾರೆ. xyxy=(318,638,668,667)
mango-quote-text: ರೈತ ಪಾಲುದಾರಿಕೆಯಲ್ಲಿ ಸರ್ಕಾರ ತಾತ್ಕಾಲಿಕ ಆಧಾರ ದರ ನಿಗದಿಪಡಿಸಿ ಸರ್ಕಾರ 1 ಟನ್‌ಗೆ ಸಾವಿರ ರೂಪಾಯಿ ನೀಡುತ್ತಿದೆ. ಇದರಿಂದ ಸರ್ಕಾರ ರೈತರ ಬೆಂಬಲಕ್ಕೆ ನಿಲ್ಲಬೇಕು. ಶ್ರೀನಿವಾಸ ಸಭೆ ಇತರೆ ರಾಜ್ಯದಲ್ಲಿ ಮಾವು ಬೆಳೆಯಲ್ಲಿ ಪ್ರಥಮ ಸ್ಥಾನದಲ್ಲಿದೆ. ಆದರೆ ಇಂದು ರೈತರ ಹಿತಾಸಕ್ತಿಯನ್ನು ಕಾಪಾಡಿ. xyxy=(656,1294,776,1353)
dateline: ತುಮಕೂರು: xyxy=(680,348,711,357)
article-text: ತಾಲೂಕಿನ ಕೊತ್ತನೂರು ಗ್ರಾಮದಲ್ಲಿ ನಿರ್ಮಾಣವಾಗುತ್ತಿರುವ ಶ್ರೀ ಚನ್ನಕೇಶವ ಸ್ವಾಮಿ ದೇವಾಲಯದ ಕಾಮಗಾರಿಗೆ ಅಗತ್ಯ ನೆರವು ನೀಡಲಾಗುವುದು ಎಂದು ಬೆಂಗಳೂರು ಪೋಲೀಸ್ ಸಂಘದ ಅಧ್ಯಕ್ಷ ವಿವೇಕ್ ರೆಡ್ಡಿ ಹೇಳಿದರು. ಗ್ರಾಮಸ್ಥರ ಸಹಕಾರದಿಂದ ದೇವಾಲಯದ ಕಾಮಗಾರಿ ಶೀಘ್ರವಾಗಿ ಪೂರ್ಣಗೊಳ್ಳಲಿದೆ. ದೇವಾಲಯ ನಿರ್ಮಾಣದಿಂದ ಗ್ರಾಮದಲ್ಲಿ ಧಾರ್ಮಿಕ ವಾತಾವರಣ ನಿರ್ಮಾಣವಾಗುತ್ತದೆ. ಮುಂದಿನ ದಿನಗಳಲ್ಲಿ ಗ್ರಾಮದ ಅಭಿವೃದ್ಧಿಗೂ ಸಹಕಾರ ನೀಡಲಾಗುವುದು ಎಂದರು. ಗ್ರಾಮದ ಮುಖಂಡರು, ಯುವಕರು ಹಾಗೂ ದೇವಾಲಯ ಸಮಿತಿಯ ಪದಾಧಿಕಾರಿಗಳು ಈ ಸಂದರ್ಭದಲ್ಲಿ ಉಪಸ್ಥಿತರಿದ್ದರು. ಕಾರ್ಯಕ್ರಮದಲ್ಲಿ ವಿವಿಧ ಸಂಘ ಸಂಸ್ಥೆಗಳ ಪ್ರತಿನಿಧಿಗಳು ಭಾಗವಹಿಸಿದ್ದರು. xyxy=(444,94,692,163)
lead-quote-text: ಕ್ರೀಡಾಂಗಣಕ್ಕೆ ಹೊಂದಿಕೊಂಡು ಕಟ್ಟಲಾದ ಮಳಿಗೆಗಳಿಂದ ಆದಾಯ ಬರುವಂತೆ ಎಸಿ ದೊಡ್ಡಸ್ವಾಮಿ ಅವರನ್ನು ನೋಡಲ್ ಅಧಿಕಾರಿಯಾಗಿ ನೇಮಿಸಲಾಗಿದೆ. ಈ ಕ್ರೀಡಾಂಗಣದ ಕಲ್ಯಾಣ ಮಳಿಗೆಗಳಿಂದ ಸುಮಾರು 1.35 ಕೋಟಿ ಬಾಡಿಗೆಯನ್ನು ವಸೂಲಿ ಮಾಡುವಂತೆ ಸೂಚಿಸಿದ್ದು ಈ ಹಣವನ್ನು ಕ್ರೀಡಾಂಗಣದ ಅಭಿವೃದ್ಧಿಗೆ ಬಳಸಿಕೊಳ್ಳುವುದು ನಮ್ಮ ಉದ್ದೇಶವಾಗಿದೆ. xyxy=(534,370,666,439)
kiru-story-2-title: ನಾಡಪ್ರಭು ಕೆಂಪೇಗೌಡ ಜಯಂತಿ xyxy=(56,477,188,492)
column-divider xyxy=(708,900,709,1112)
jnananakura-event-caption: ಶಿಡ್ಲಘಟ್ಟದ ಕೆ.ವಿ.ಭವನ ಕಲ್ಯಾಣ ಮಂಟಪದಲ್ಲಿ ಬಿಜಿಎಸ್ ಪಬ್ಲಿಕ್ ಶಾಲೆಯಿಂದ ಎಲ್‌ಕೆಜಿ ಮಕ್ಕಳಿಗೆ ಸ್ವಾಮೀಜಿ ಹಮ್ಮಿಕೊಂಡಿದ್ದ ಜ್ಞಾನಾಂಕುರ ಅಕ್ಷರ ಅಭ್ಯಾಸ ಕಾರ್ಯಕ್ರಮ ನಡೆಸಲಾಯಿತು. xyxy=(210,1071,459,1105)
dateline: ಚಿಕ್ಕಬಳ್ಳಾಪುರ: xyxy=(210,366,244,375)
congress-body-2 xyxy=(804,516,920,608)
